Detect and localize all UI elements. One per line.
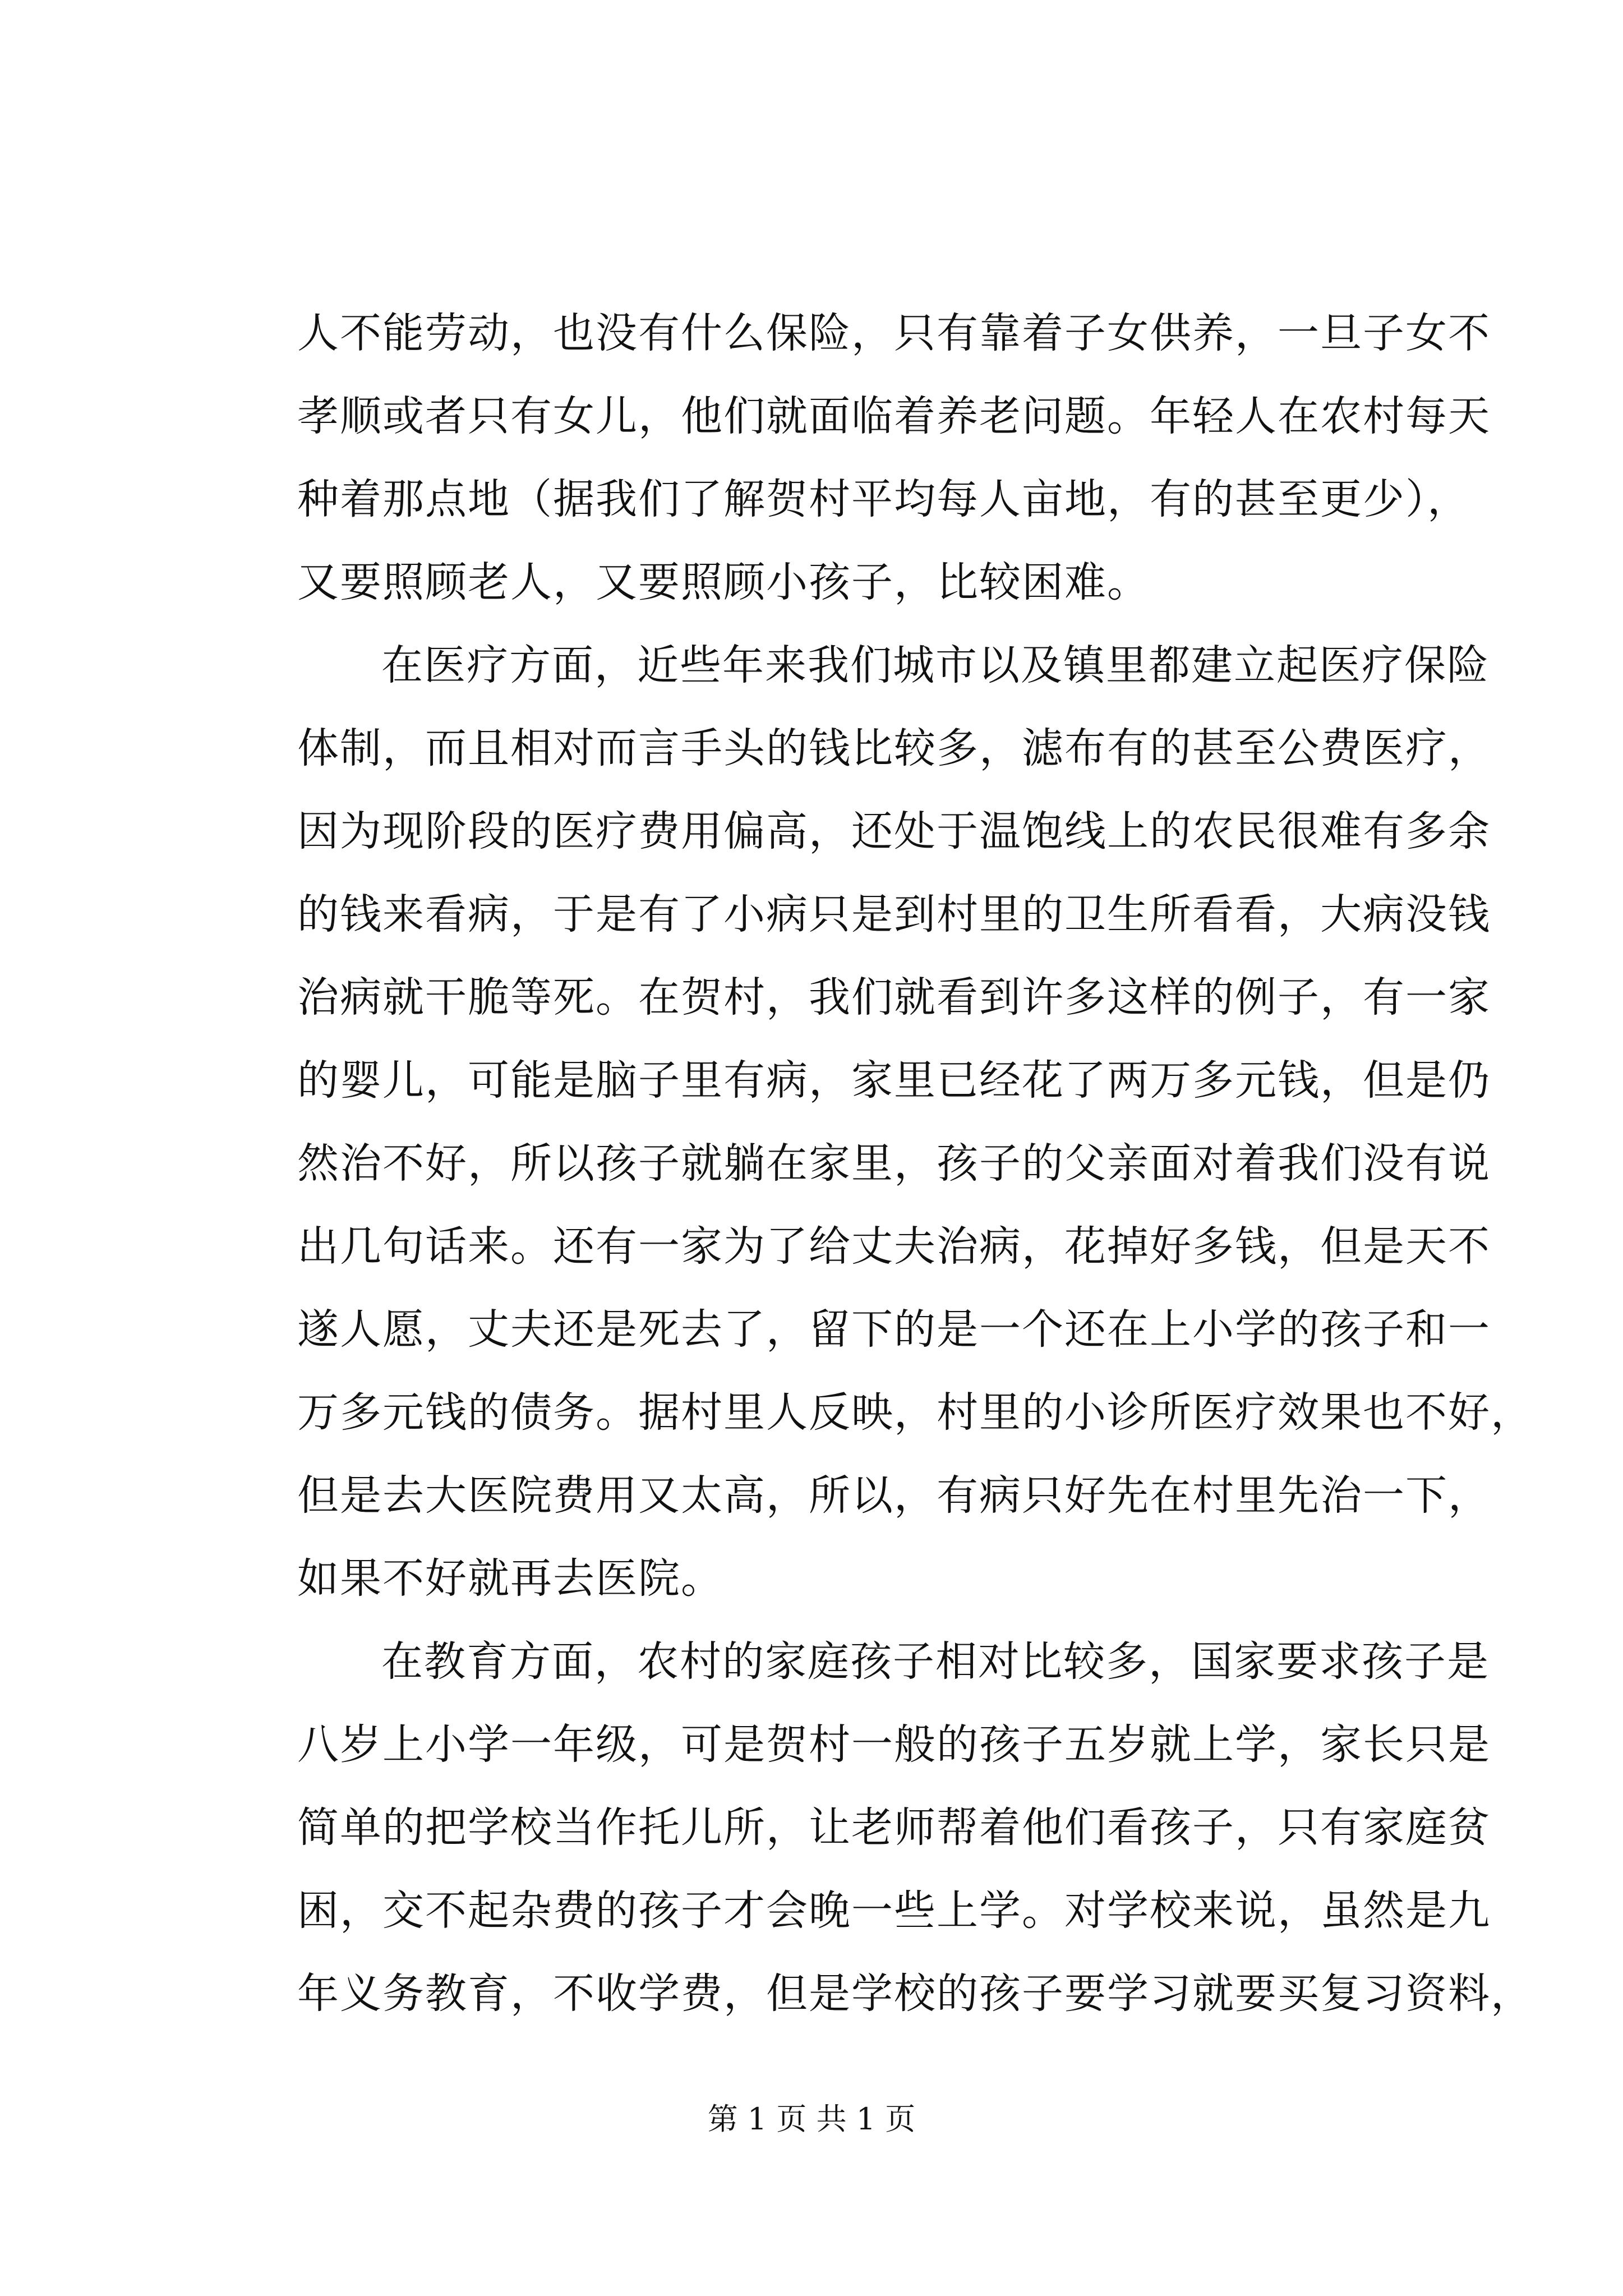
text-line: 人不能劳动，也没有什么保险，只有靠着子女供养，一旦子女不 <box>297 309 1491 357</box>
text-line: 又要照顾老人，又要照顾小孩子，比较困难。 <box>297 558 1150 606</box>
text-line: 的钱来看病，于是有了小病只是到村里的卫生所看看，大病没钱 <box>297 890 1491 938</box>
text-line: 的婴儿，可能是脑子里有病，家里已经花了两万多元钱，但是仍 <box>297 1056 1491 1105</box>
body-text <box>297 292 1533 2035</box>
text-line: 因为现阶段的医疗费用偏高，还处于温饱线上的农民很难有多余 <box>297 807 1491 855</box>
text-line: 困，交不起杂费的孩子才会晚一些上学。对学校来说，虽然是九 <box>297 1887 1491 1935</box>
text-line: 出几句话来。还有一家为了给丈夫治病，花掉好多钱，但是天不 <box>297 1222 1491 1271</box>
text-line: 然治不好，所以孩子就躺在家里，孩子的父亲面对着我们没有说 <box>297 1139 1491 1188</box>
page-footer <box>0 2102 1623 2136</box>
paragraph-start-line: 在医疗方面，近些年来我们城市以及镇里都建立起医疗保险 <box>381 641 1490 689</box>
text-line: 八岁上小学一年级，可是贺村一般的孩子五岁就上学，家长只是 <box>297 1720 1491 1769</box>
text-line: 遂人愿，丈夫还是死去了，留下的是一个还在上小学的孩子和一 <box>297 1305 1491 1354</box>
paragraph-start-line: 在教育方面，农村的家庭孩子相对比较多，国家要求孩子是 <box>381 1637 1490 1686</box>
text-line: 治病就干脆等死。在贺村，我们就看到许多这样的例子，有一家 <box>297 973 1491 1022</box>
text-line: 体制，而且相对而言手头的钱比较多，滤布有的甚至公费医疗， <box>297 724 1491 772</box>
text-line: 万多元钱的债务。据村里人反映，村里的小诊所医疗效果也不好， <box>297 1388 1533 1437</box>
text-line: 年义务教育，不收学费，但是学校的孩子要学习就要买复习资料， <box>297 1970 1533 2018</box>
text-line: 孝顺或者只有女儿，他们就面临着养老问题。年轻人在农村每天 <box>297 392 1491 440</box>
page-number-label: 第 1 页 共 1 页 <box>707 2101 916 2137</box>
text-line: 但是去大医院费用又太高，所以，有病只好先在村里先治一下， <box>297 1471 1491 1520</box>
text-line: 种着那点地（据我们了解贺村平均每人亩地，有的甚至更少）， <box>297 475 1470 523</box>
text-line: 简单的把学校当作托儿所，让老师帮着他们看孩子，只有家庭贫 <box>297 1803 1491 1852</box>
text-line: 如果不好就再去医院。 <box>297 1554 723 1603</box>
